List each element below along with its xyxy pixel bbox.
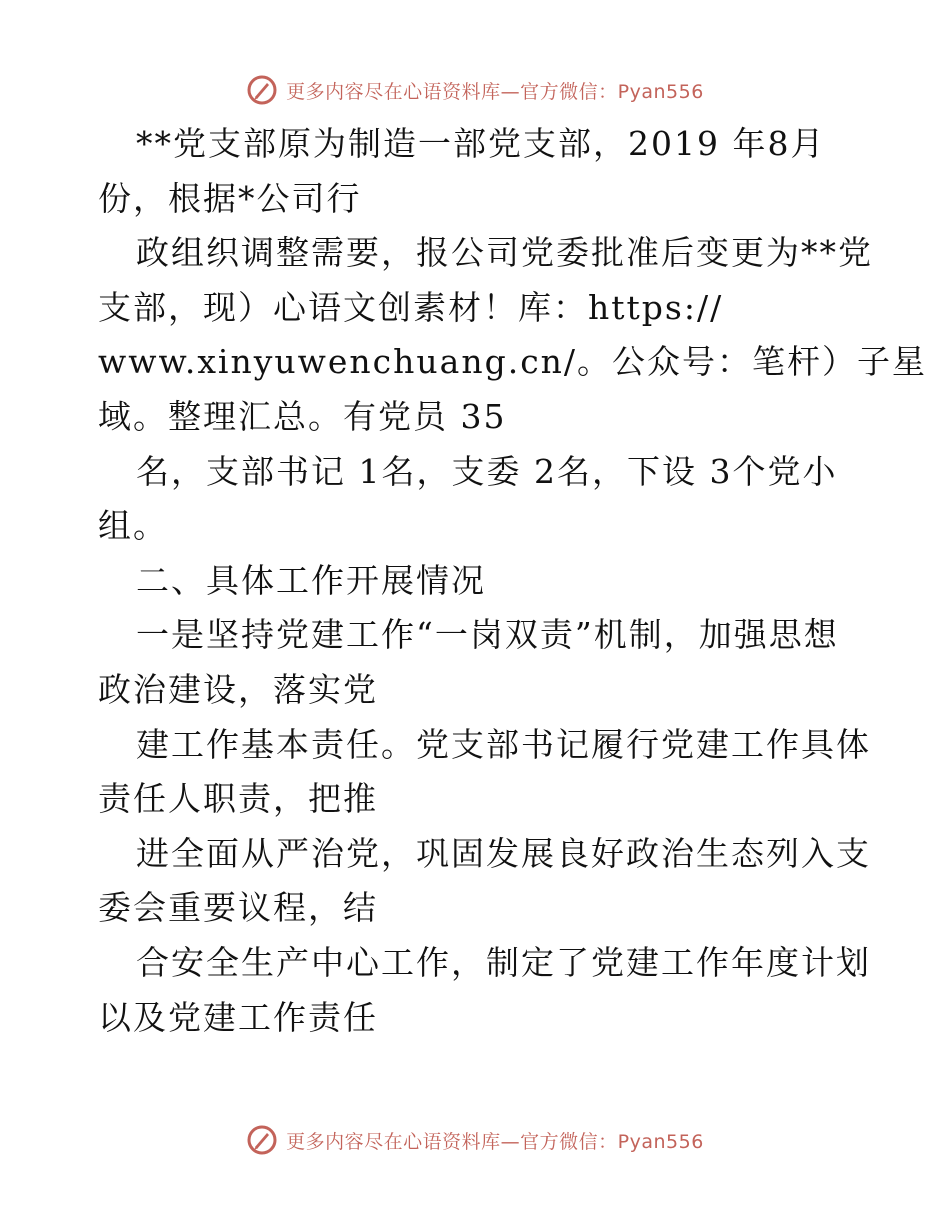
text-line: **党支部原为制造一部党支部，2019 年8月 [136, 124, 826, 163]
quill-logo-icon [246, 1124, 278, 1156]
text-line: www.xinyuwenchuang.cn/。公众号：笔杆）子星 [98, 342, 928, 382]
text-line: 进全面从严治党，巩固发展良好政治生态列入支 [136, 833, 871, 873]
document-body [98, 117, 928, 1045]
text-line: 一是坚持党建工作“一岗双责”机制，加强思想 [136, 615, 839, 655]
header-watermark [0, 70, 950, 110]
text-line: 域。整理汇总。有党员 35 [98, 396, 507, 436]
text-line: 份，根据*公司行 [98, 178, 362, 218]
text-line: 政治建设，落实党 [98, 669, 378, 709]
text-line: 合安全生产中心工作，制定了党建工作年度计划 [136, 942, 871, 982]
footer-watermark [0, 1120, 950, 1160]
quill-logo-icon [246, 74, 278, 106]
text-line: 以及党建工作责任 [98, 997, 378, 1037]
footer-watermark-text: 更多内容尽在心语资料库—官方微信：Pyan556 [286, 1130, 704, 1153]
text-line: 责任人职责，把推 [98, 779, 378, 819]
header-watermark-text: 更多内容尽在心语资料库—官方微信：Pyan556 [286, 80, 704, 103]
text-line: 委会重要议程，结 [98, 888, 378, 928]
section-heading: 二、具体工作开展情况 [136, 560, 486, 600]
text-line: 支部，现）心语文创素材！库：https:// [98, 287, 724, 327]
text-line: 政组织调整需要，报公司党委批准后变更为**党 [136, 233, 873, 273]
text-line: 名，支部书记 1名，支委 2名，下设 3个党小 [136, 451, 838, 491]
text-line: 组。 [98, 506, 168, 546]
text-line: 建工作基本责任。党支部书记履行党建工作具体 [136, 724, 871, 764]
